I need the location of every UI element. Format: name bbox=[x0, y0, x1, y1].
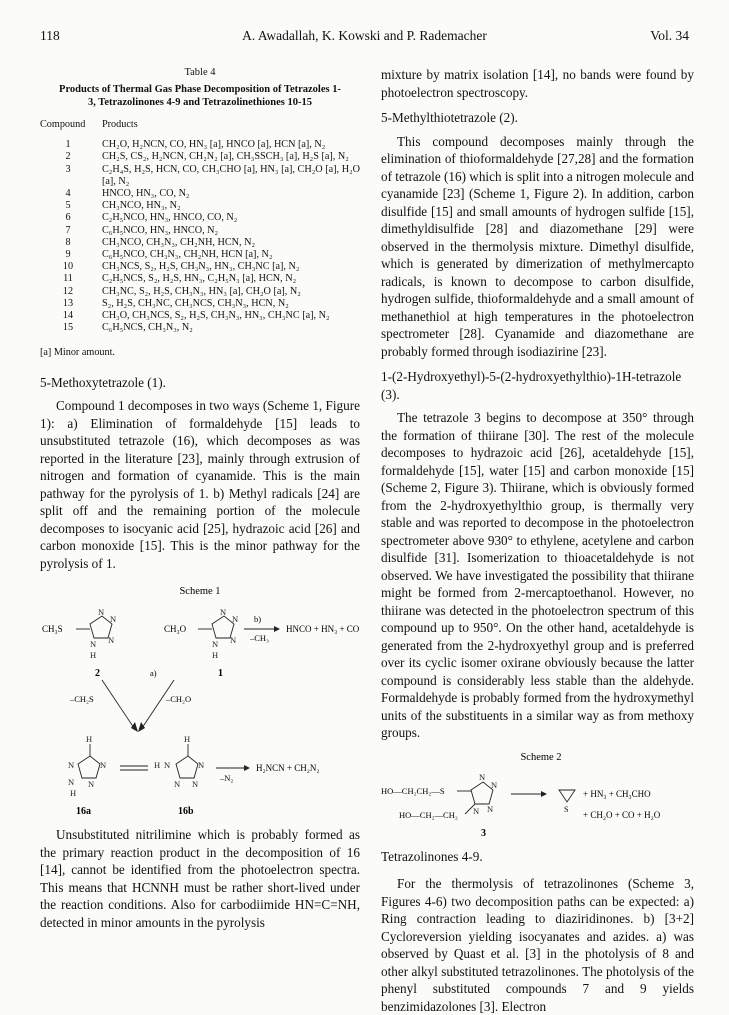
n-atom: N bbox=[232, 614, 239, 625]
products-path-b: HNCO + HN₃ + CO bbox=[286, 624, 360, 635]
scheme-2-products-1: + HN₃ + CH₃CHO bbox=[583, 788, 651, 799]
n-atom: N bbox=[212, 639, 219, 650]
step-a-label: a) bbox=[150, 668, 157, 679]
n-atom: N bbox=[110, 614, 117, 625]
n-atom: N bbox=[473, 805, 480, 816]
n-atom: N bbox=[88, 779, 95, 790]
products-cell: CH₂O, H₂NCN, CO, HN₃ [a], HNCO [a], HCN [a], N₂ bbox=[102, 139, 326, 151]
arrowhead bbox=[541, 791, 547, 797]
h-atom: H bbox=[70, 788, 77, 799]
scheme-2-title: Scheme 2 bbox=[520, 751, 562, 763]
table-caption-text: Products of Thermal Gas Phase Decomposition of Tetrazoles 1-3, Tetrazolinones 4-9 and Tetrazolinethiones 10-15 bbox=[59, 84, 341, 108]
compound-number: 6 bbox=[65, 212, 71, 224]
table-row bbox=[40, 225, 360, 237]
compound-number: 7 bbox=[65, 224, 71, 236]
compound-number: 13 bbox=[62, 297, 74, 309]
table-row bbox=[40, 310, 360, 322]
compound-number: 8 bbox=[65, 236, 71, 248]
products-cell: CH₃O, CH₃NCS, S₂, H₂S, CH₃N₃, HN₃, CH₃NC [a], N₂ bbox=[102, 310, 330, 322]
paragraph: For the thermolysis of tetrazolinones (Scheme 3, Figures 4-6) two decomposition paths can be expected: a) Ring contraction leading to diaziridinones. b) [3+2] Cycloreversion yielding isocyanates and azides. a) was observed by Quast et al. [3] in the photolysis of 8 and other alkyl substituted tetrazolinones. The photolysis of the phenyl substituted compounds 7 and 9 yields benzimidazolones [3]. Electron bbox=[381, 876, 694, 1014]
compound-label-16b: 16b bbox=[178, 806, 194, 818]
running-authors: A. Awadallah, K. Kowski and P. Rademacher bbox=[242, 28, 487, 43]
table-row bbox=[40, 200, 360, 212]
table-row bbox=[40, 322, 360, 334]
products-cell: CH₃NCO, HN₃, N₂ bbox=[102, 200, 181, 212]
h-atom: H bbox=[86, 734, 93, 745]
compound-number: 5 bbox=[65, 200, 71, 212]
scheme-2-drawing bbox=[381, 750, 694, 842]
arrow-from-1 bbox=[142, 680, 174, 728]
table-row bbox=[40, 188, 360, 200]
table-title: Table 4 bbox=[184, 67, 216, 78]
h-atom: H bbox=[154, 760, 161, 771]
compound-number: 15 bbox=[62, 322, 74, 334]
table-caption bbox=[40, 66, 360, 109]
table-footnote: [a] Minor amount. bbox=[40, 347, 115, 359]
compound-number: 11 bbox=[63, 273, 73, 285]
n-atom: N bbox=[491, 779, 498, 790]
arrow-from-2 bbox=[102, 680, 134, 728]
compound-number: 9 bbox=[65, 249, 71, 261]
section-heading: 1-(2-Hydroxyethyl)-5-(2-hydroxyethylthio)-1H-tetrazole (3). bbox=[381, 369, 682, 402]
n-atom: N bbox=[108, 635, 115, 646]
paragraph: Unsubstituted nitrilimine which is probably formed as the primary reaction product in the decomposition of 16 [14], cannot be identified from the photoelectron spectra. This means that HCNNH must be rather short-lived under the reaction conditions. Also for carbodiimide HN=C=NH, detected in minor amounts in the pyrolysis bbox=[40, 827, 360, 930]
scheme-2 bbox=[381, 750, 694, 842]
table-row bbox=[40, 164, 360, 188]
h-atom: H bbox=[184, 734, 191, 745]
arrowhead bbox=[131, 722, 138, 732]
paragraph: The tetrazole 3 begins to decompose at 350° through the formation of thiirane [30]. The rest of the molecule decomposes to hydrazoic acid [26], acetaldehyde [15], formaldehyde [15], water [15] and carbon monoxide [15] (Scheme 2, Figure 3). Thiirane, which is obviously formed from the 2-hydroxyethylthio group, is thermally very stable and was reported to decompose in the photoelectron spectrometer above 930° to ethylene, acetylene and carbon disulfide [31]. Isomerization to thioacetaldehyde is not observed. We have investigated the possibility that thiirane might be formed from 2-mercaptoethanol. However, no thiirane was detected in the photoelectron spectrum of this compound up to 950°. On the other hand, acetaldehyde is generated from the 2-hydroxyethyl group and is preferred over its cyclic isomer oxirane obviously because the latter compound is considerably less stable than the aldehyde. Formaldehyde is probably formed from the hydroxymethyl units of the substituents in a similar way as from methoxy groups. bbox=[381, 410, 694, 740]
n-atom: N bbox=[479, 771, 486, 782]
n-atom: N bbox=[100, 760, 107, 771]
products-cell: C₂H₄S, H₂S, HCN, CO, CH₃CHO [a], HN₃ [a], CH₂O [a], H₂O [a], N₂ bbox=[102, 163, 360, 187]
table-row bbox=[40, 237, 360, 249]
section-heading: 5-Methoxytetrazole (1). bbox=[40, 374, 166, 390]
table-row bbox=[40, 139, 360, 151]
products-cell: CH₃NC, S₂, H₂S, CH₃N₃, HN₃ [a], CH₂O [a], N₂ bbox=[102, 285, 301, 297]
loss-ch2o-label: –CH₂O bbox=[166, 694, 192, 705]
volume-label: Vol. 34 bbox=[650, 28, 689, 43]
loss-ch2s-label: –CH₂S bbox=[70, 694, 94, 705]
compound-number: 12 bbox=[62, 285, 74, 297]
section-heading: Tetrazolinones 4-9. bbox=[381, 848, 483, 864]
products-cell: CH₃NCO, CH₃N₃, CH₂NH, HCN, N₂ bbox=[102, 236, 256, 248]
n-atom: N bbox=[98, 607, 105, 618]
compound-number: 3 bbox=[65, 163, 71, 175]
products-cell: S₂, H₂S, CH₃NC, CH₃NCS, CH₃N₃, HCN, N₂ bbox=[102, 297, 289, 309]
compound-number: 4 bbox=[65, 188, 71, 200]
table-row bbox=[40, 286, 360, 298]
substituent-hydroxyethyl: HO—CH₂—CH₂ bbox=[399, 809, 458, 820]
step-b-label: b) bbox=[254, 614, 262, 625]
compound-label-2: 2 bbox=[95, 668, 100, 680]
products-cell: C₂H₅NCO, HN₃, HNCO, CO, N₂ bbox=[102, 212, 238, 224]
scheme-2-products-2: + CH₂O + CO + H₂O bbox=[583, 809, 661, 820]
tetrazole-ring-16b bbox=[176, 744, 198, 778]
paragraph: This compound decomposes mainly through the elimination of thioformaldehyde [27,28] and the formation of tetrazole (16) which is split into a nitrogen molecule and cyanamide [23] (Scheme 1, Figure 2). In addition, carbon disulfide [15] and small amounts of hydrogen sulfide [15], dimethyldisulfide [28] and diazomethane [29] were observed in the thermolysis mixture. Dimethyl disulfide, which is generated by dimerization of methylmercapto radicals, is known to decompose to carbon disulfide, hydrogen sulfide, thioformaldehyde and a small amount of methanethiol at high temperatures in the photoelectron spectrometer [28]. Cyanamide and diazomethane are probably formed through isodiazirine [23]. bbox=[381, 133, 694, 359]
n-atom: N bbox=[487, 803, 494, 814]
products-table bbox=[40, 119, 360, 334]
ch3o-group: CH₃O bbox=[164, 624, 187, 635]
table-row bbox=[40, 298, 360, 310]
products-cell: C₆H₅NCS, CH₃N₃, N₂ bbox=[102, 322, 193, 334]
section-heading: 5-Methylthiotetrazole (2). bbox=[381, 110, 518, 125]
n-atom: N bbox=[220, 607, 227, 618]
products-cell: HNCO, HN₃, CO, N₂ bbox=[102, 188, 190, 200]
compound-number: 14 bbox=[62, 310, 74, 322]
tetrazole-ring-16a bbox=[78, 744, 100, 778]
arrowhead bbox=[138, 722, 145, 732]
col-header-products: Products bbox=[102, 119, 138, 130]
table-row bbox=[40, 151, 360, 163]
col-header-compound: Compound bbox=[40, 119, 86, 130]
arrowhead bbox=[244, 765, 250, 771]
n-atom: N bbox=[230, 635, 237, 646]
compound-number: 2 bbox=[65, 151, 71, 163]
n-atom: N bbox=[192, 779, 199, 790]
n-atom: N bbox=[198, 760, 205, 771]
compound-label-1: 1 bbox=[218, 668, 223, 680]
paragraph: Compound 1 decomposes in two ways (Scheme 1, Figure 1): a) Elimination of formaldehyde [15] leads to unsubstituted tetrazole (16), which decomposes as was reported in the literature [23], mainly through extrusion of nitrogen and formation of cyanamide. This is the main pathway for the pyrolysis of 1. b) Methyl radicals [24] are split off and the remaining portion of the molecule decomposes to isocyanic acid [25], hydrazoic acid [26] and carbon monoxide [15]. This is the minor pathway for the pyrolysis of 1. bbox=[40, 398, 360, 571]
n-atom: N bbox=[164, 760, 171, 771]
table-row bbox=[40, 273, 360, 285]
products-cell: C₂H₅NCS, S₂, H₂S, HN₃, C₂H₅N₃ [a], HCN, N₂ bbox=[102, 273, 297, 285]
products-cell: CH₂S, CS₂, H₂NCN, CH₂N₂ [a], CH₃SSCH₃ [a], H₂S [a], N₂ bbox=[102, 151, 349, 163]
scheme-1-title: Scheme 1 bbox=[179, 586, 221, 598]
table-row bbox=[40, 249, 360, 261]
loss-n2-label: –N₂ bbox=[220, 773, 234, 784]
compound-number: 1 bbox=[65, 139, 71, 151]
products-cell: CH₃NCS, S₂, H₂S, CH₃N₃, HN₃, CH₃NC [a], N₂ bbox=[102, 261, 300, 273]
left-column bbox=[40, 66, 360, 931]
n-atom: N bbox=[68, 760, 75, 771]
loss-ch3-label: –CH₃ bbox=[250, 633, 270, 644]
products-cell: C₆H₅NCO, CH₃N₃, CH₂NH, HCN [a], N₂ bbox=[102, 249, 273, 261]
thiirane-ring bbox=[559, 790, 575, 802]
ch3s-group: CH₃S bbox=[42, 624, 63, 635]
page-header bbox=[0, 14, 729, 43]
n-atom: N bbox=[90, 639, 97, 650]
table-row bbox=[40, 212, 360, 224]
s-atom: S bbox=[564, 804, 569, 814]
n-atom: N bbox=[174, 779, 181, 790]
arrowhead bbox=[274, 626, 280, 632]
page-number: 118 bbox=[40, 28, 60, 43]
paragraph: mixture by matrix isolation [14], no bands were found by photoelectron spectroscopy. bbox=[381, 67, 694, 100]
products-16: H₂NCN + CH₂N₂ bbox=[256, 763, 320, 774]
h-atom: H bbox=[212, 650, 219, 661]
table-row bbox=[40, 261, 360, 273]
compound-number: 10 bbox=[62, 261, 74, 273]
products-cell: C₆H₅NCO, HN₃, HNCO, N₂ bbox=[102, 224, 219, 236]
compound-label-3: 3 bbox=[481, 827, 486, 839]
substituent-hydroxyethylthio: HO—CH₂CH₂—S bbox=[381, 785, 445, 796]
n-atom: N bbox=[68, 777, 75, 788]
compound-label-16a: 16a bbox=[76, 806, 91, 818]
right-column bbox=[381, 66, 694, 1015]
scheme-1 bbox=[40, 582, 360, 820]
scheme-1-drawing bbox=[40, 582, 360, 820]
h-atom: H bbox=[90, 650, 97, 661]
